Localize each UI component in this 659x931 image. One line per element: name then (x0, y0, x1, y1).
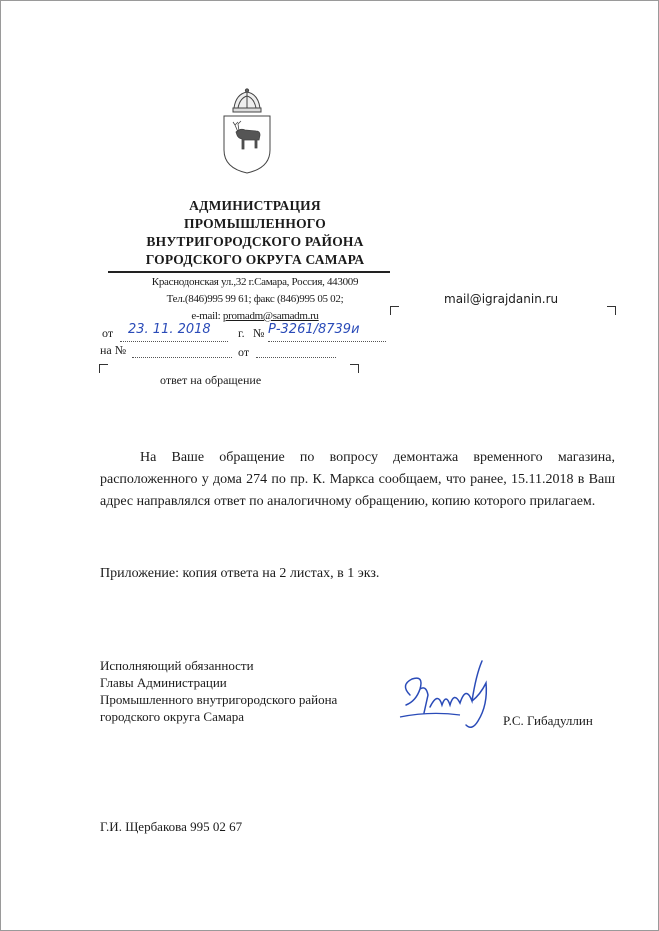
org-name-line-2: ПРОМЫШЛЕННОГО (184, 216, 326, 231)
signature-title-line-4: городского округа Самара (100, 709, 245, 724)
letter-body (100, 447, 615, 513)
org-name-line-3: ВНУТРИГОРОДСКОГО РАЙОНА (146, 234, 364, 249)
org-phone: Тел.(846)995 99 61; факс (846)995 05 02; (166, 293, 344, 305)
letter-body-text: На Ваше обращение по вопросу демонтажа временного магазина, расположенного у дома 274 по пр. К. Маркса сообщаем, что ранее, 15.11.2018 в Ваш адрес направлялся ответ по аналогичному обращению, копию которого прилагаем. (100, 450, 615, 509)
outgoing-date: 23. 11. 2018 (128, 322, 211, 337)
signature-title-line-2: Главы Администрации (100, 675, 227, 690)
outgoing-number-label: № (253, 326, 265, 340)
address-corner-right (607, 306, 616, 315)
outgoing-number: Р-3261/8739и (268, 322, 360, 337)
signature-title-line-1: Исполняющий обязанности (100, 658, 254, 673)
org-address: Краснодонская ул.,32 г.Самара, Россия, 443009 (151, 276, 359, 288)
signature-title-block (100, 657, 337, 725)
org-name-line-4: ГОРОДСКОГО ОКРУГА САМАРА (145, 252, 365, 267)
org-email-line (20, 310, 490, 322)
org-email[interactable]: promadm@samadm.ru (222, 310, 319, 322)
subject-line: ответ на обращение (160, 373, 262, 387)
org-name-line-1: АДМИНИСТРАЦИЯ (189, 198, 321, 213)
reference-from-label: от (238, 345, 250, 359)
executor-contact: Г.И. Щербакова 995 02 67 (100, 819, 243, 834)
reference-number-underline (132, 357, 232, 358)
outgoing-from-label: от (102, 326, 114, 340)
attachment-note: Приложение: копия ответа на 2 листах, в 1 экз. (100, 566, 380, 581)
outgoing-g-label: г. (238, 326, 245, 340)
signature-title-line-3: Промышленного внутригородского района (100, 692, 338, 707)
subject-corner-right (350, 364, 359, 373)
subject-corner-left (99, 364, 108, 373)
recipient-email[interactable]: mail@igrajdanin.ru (444, 292, 559, 306)
header-divider (108, 271, 390, 273)
reference-date-underline (256, 357, 336, 358)
date-underline (120, 341, 228, 342)
email-label: e-mail: (191, 310, 221, 322)
coat-of-arms-icon (212, 88, 282, 174)
handwritten-signature (390, 655, 500, 735)
signer-name: Р.С. Гибадуллин (503, 713, 593, 728)
number-underline (268, 341, 386, 342)
address-corner-left (390, 306, 399, 315)
reference-number-label: на № (100, 343, 127, 357)
